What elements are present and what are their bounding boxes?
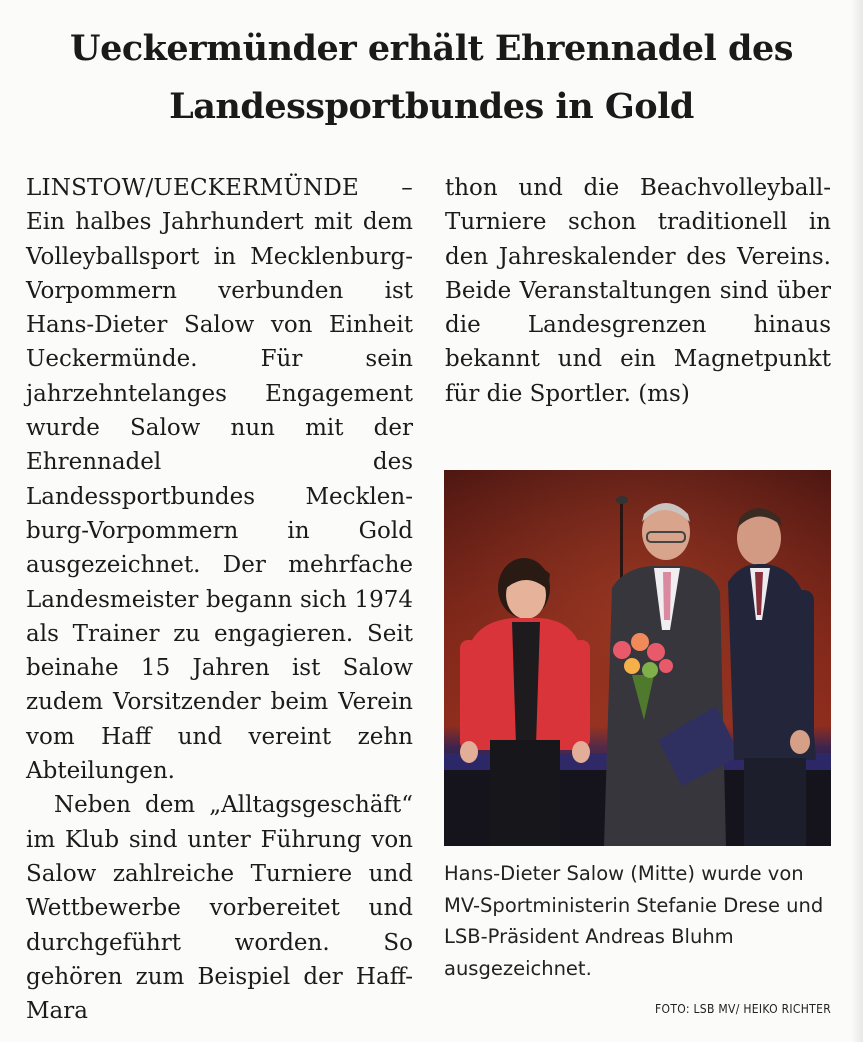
dateline: LINSTOW/UECKERMÜNDE – (26, 175, 413, 201)
article-column-left (26, 171, 413, 1028)
paragraph-1 (26, 171, 413, 788)
page-edge (851, 0, 863, 1042)
article-column-right (445, 171, 831, 411)
photo-caption: Hans-Dieter Salow (Mitte) wurde von MV-Sportministerin Stefanie Drese und LSB-Präsident Andreas Bluhm ausgezeichnet. (444, 862, 824, 980)
headline: Ueckermünder erhält Ehrennadel des Landessportbundes in Gold (70, 28, 793, 127)
award-photo-illustration (444, 470, 831, 846)
award-photo (444, 470, 831, 846)
paragraph-2-continued: thon und die Beachvolleyball-Turniere schon traditionell in den Jahreskalender des Vereins. Beide Veranstaltungen sind über die Landesgrenzen hinaus bekannt und ein Magnetpunkt für die Sportler. (ms) (445, 175, 831, 407)
photo-credit: FOTO: LSB MV/ HEIKO RICHTER (655, 1002, 831, 1016)
paragraph-2-start: Neben dem „Alltagsgeschäft“ im Klub sind unter Führung von Salow zahlreiche Turniere und Wettbewerbe vorbereitet und durchgeführt worden. So gehören zum Beispiel der Haff-Mara (26, 792, 413, 1025)
paragraph-1-text: Ein halbes Jahrhundert mit dem Volleyballsport in Mecklenburg-Vorpommern verbunden ist Hans-Dieter Salow von Einheit Ueckermünde. Für sein jahrzehntelanges Engagement wurde Salow nun mit der Ehrennadel des Landessportbundes Mecklenburg-Vorpommern in Gold ausgezeichnet. Der mehrfache Landesmeister begann sich 1974 als Trainer zu engagieren. Seit beinahe 15 Jahren ist Salow zudem Vorsitzender beim Verein vom Haff und vereint zehn Abteilungen. (26, 209, 413, 785)
